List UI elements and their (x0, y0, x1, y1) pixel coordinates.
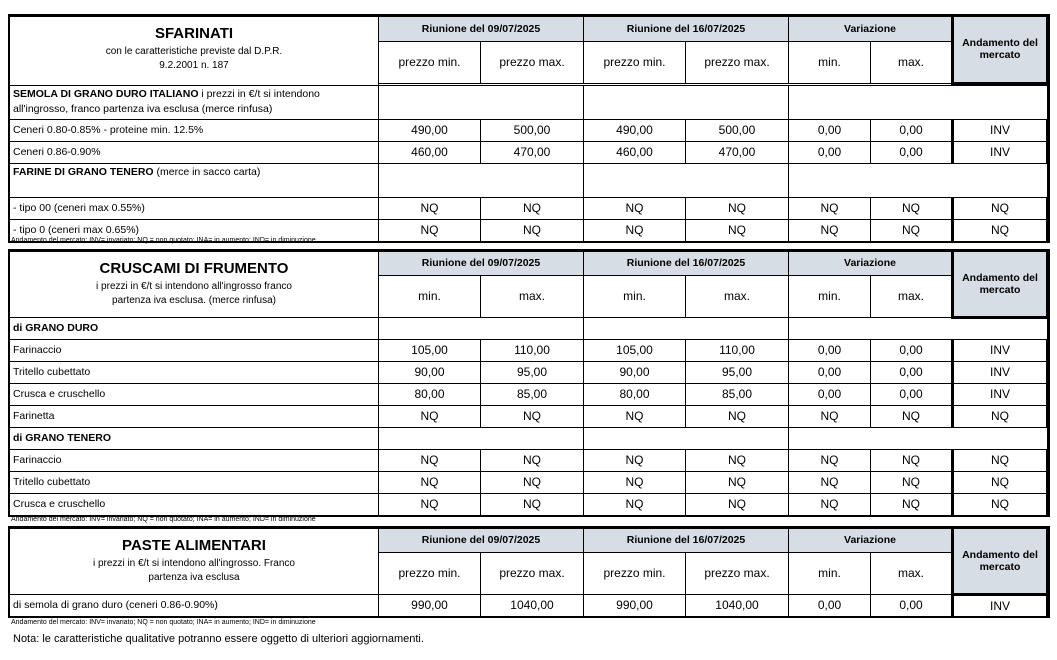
section-semola (10, 85, 379, 119)
val-min-1: 490,00 (379, 119, 481, 141)
cruscami-variazione: Variazione (789, 251, 953, 275)
cruscami-rows-2 (10, 449, 1048, 515)
val-min-2: NQ (584, 197, 686, 219)
andamento-value: INV (953, 361, 1048, 383)
row-label: - tipo 00 (ceneri max 0.55%) (10, 197, 379, 219)
cruscami-rows-1 (10, 339, 1048, 427)
var-min: 0,00 (789, 119, 871, 141)
cruscami-title-cell (10, 251, 379, 317)
var-max: NQ (871, 405, 953, 427)
empty-cell (379, 163, 584, 197)
sfarinati-rows-1 (10, 119, 1048, 163)
legend-note: Andamento del mercato: INV= invariato; NQ = non quotato; INA= in aumento; IND= in diminuzione (11, 237, 316, 244)
andamento-value: NQ (953, 471, 1048, 493)
val-max-1: NQ (481, 493, 584, 515)
cruscami-subtitle-1: i prezzi in €/t si intendono all'ingrosso franco (96, 280, 292, 292)
paste-title-cell (10, 528, 379, 594)
val-max-2: NQ (686, 449, 789, 471)
sfarinati-subtitle-1: con le caratteristiche previste dal D.P.R. (105, 45, 283, 57)
val-min-2: NQ (584, 405, 686, 427)
col-max: max. (686, 275, 789, 317)
val-max-1: 95,00 (481, 361, 584, 383)
col-max: max. (481, 275, 584, 317)
empty-cell (584, 85, 789, 119)
var-max: 0,00 (871, 141, 953, 163)
val-max-1: 110,00 (481, 339, 584, 361)
cruscami-subtitle-2: partenza iva esclusa. (merce rinfusa) (112, 294, 276, 306)
andamento-value: NQ (953, 493, 1048, 515)
col-prezzo-max: prezzo max. (481, 41, 584, 83)
andamento-value: INV (953, 594, 1048, 616)
col-prezzo-max: prezzo max. (686, 552, 789, 594)
empty-cell (584, 163, 789, 197)
sfarinati-variazione: Variazione (789, 16, 953, 41)
var-max: NQ (871, 493, 953, 515)
row-label: Tritello cubettato (10, 471, 379, 493)
row-label: Ceneri 0.86-0.90% (10, 141, 379, 163)
sfarinati-title: SFARINATI (154, 24, 234, 42)
col-max: max. (871, 552, 953, 594)
val-min-2: 105,00 (584, 339, 686, 361)
var-max: NQ (871, 449, 953, 471)
empty-cell (379, 317, 584, 339)
val-min-2: NQ (584, 449, 686, 471)
val-max-1: 85,00 (481, 383, 584, 405)
var-max: 0,00 (871, 119, 953, 141)
row-label: - tipo 0 (ceneri max 0.65%) (10, 219, 379, 241)
val-max-2: 95,00 (686, 361, 789, 383)
val-max-2: 110,00 (686, 339, 789, 361)
val-max-1: NQ (481, 449, 584, 471)
table-row (10, 119, 1048, 141)
col-prezzo-max: prezzo max. (686, 41, 789, 83)
andamento-value: NQ (953, 449, 1048, 471)
var-min: NQ (789, 493, 871, 515)
var-min: 0,00 (789, 339, 871, 361)
paste-meeting-2: Riunione del 16/07/2025 (584, 528, 789, 552)
col-prezzo-min: prezzo min. (379, 552, 481, 594)
var-max: 0,00 (871, 339, 953, 361)
var-min: NQ (789, 405, 871, 427)
val-max-1: NQ (481, 219, 584, 241)
sfarinati-andamento: Andamento del mercato (953, 16, 1048, 83)
var-min: NQ (789, 471, 871, 493)
table-row (10, 493, 1048, 515)
table-row (10, 361, 1048, 383)
section-farine-bold: FARINE DI GRANO TENERO (13, 165, 154, 178)
row-label: Crusca e cruschello (10, 493, 379, 515)
empty-cell (789, 427, 1048, 449)
var-max: NQ (871, 197, 953, 219)
val-min-2: 90,00 (584, 361, 686, 383)
col-min: min. (789, 275, 871, 317)
val-min-2: NQ (584, 471, 686, 493)
cruscami-meeting-1: Riunione del 09/07/2025 (379, 251, 584, 275)
row-label: Crusca e cruschello (10, 383, 379, 405)
val-min-2: NQ (584, 493, 686, 515)
var-max: 0,00 (871, 383, 953, 405)
cruscami-andamento: Andamento del mercato (953, 251, 1048, 317)
paste-title: PASTE ALIMENTARI (122, 536, 266, 554)
val-max-1: NQ (481, 405, 584, 427)
val-min-2: 80,00 (584, 383, 686, 405)
empty-cell (584, 427, 789, 449)
empty-cell (789, 163, 1048, 197)
val-max-2: NQ (686, 493, 789, 515)
andamento-value: INV (953, 383, 1048, 405)
table-row (10, 339, 1048, 361)
row-label: di semola di grano duro (ceneri 0.86-0.90%) (10, 594, 379, 616)
val-max-1: NQ (481, 197, 584, 219)
paste-table (9, 527, 1049, 617)
nota-text: Nota: le caratteristiche qualitative potranno essere oggetto di ulteriori aggiornamenti. (13, 633, 424, 645)
sfarinati-meeting-1: Riunione del 09/07/2025 (379, 16, 584, 41)
empty-cell (789, 317, 1048, 339)
section-farine-rest: (merce in sacco carta) (153, 165, 261, 178)
col-min: min. (584, 275, 686, 317)
val-min-1: NQ (379, 219, 481, 241)
val-max-1: 500,00 (481, 119, 584, 141)
val-min-1: NQ (379, 449, 481, 471)
section-semola-bold: SEMOLA DI GRANO DURO ITALIANO (13, 88, 199, 100)
val-max-1: 470,00 (481, 141, 584, 163)
col-prezzo-min: prezzo min. (584, 41, 686, 83)
sfarinati-rows-2 (10, 197, 1048, 241)
cruscami-meeting-2: Riunione del 16/07/2025 (584, 251, 789, 275)
var-min: 0,00 (789, 594, 871, 616)
paste-meeting-1: Riunione del 09/07/2025 (379, 528, 584, 552)
var-max: 0,00 (871, 594, 953, 616)
var-min: NQ (789, 197, 871, 219)
table-row (10, 594, 1048, 616)
val-min-2: 490,00 (584, 119, 686, 141)
row-label: Farinetta (10, 405, 379, 427)
table-row (10, 141, 1048, 163)
paste-andamento: Andamento del mercato (953, 528, 1048, 594)
sfarinati-meeting-2: Riunione del 16/07/2025 (584, 16, 789, 41)
cruscami-table (9, 250, 1049, 516)
row-label: Ceneri 0.80-0.85% - proteine min. 12.5% (10, 119, 379, 141)
empty-cell (789, 85, 1048, 119)
col-max: max. (871, 275, 953, 317)
val-max-2: 500,00 (686, 119, 789, 141)
var-max: 0,00 (871, 361, 953, 383)
table-row (10, 449, 1048, 471)
val-max-2: NQ (686, 219, 789, 241)
val-max-2: NQ (686, 197, 789, 219)
andamento-value: INV (953, 119, 1048, 141)
col-max: max. (871, 41, 953, 83)
table-row (10, 471, 1048, 493)
val-min-1: 460,00 (379, 141, 481, 163)
paste-subtitle-1: i prezzi in €/t si intendono all'ingrosso. Franco (92, 557, 295, 569)
table-row (10, 383, 1048, 405)
var-max: NQ (871, 219, 953, 241)
val-min-1: NQ (379, 471, 481, 493)
val-min-1: NQ (379, 493, 481, 515)
row-label: Farinaccio (10, 339, 379, 361)
val-min-1: 80,00 (379, 383, 481, 405)
val-max-2: NQ (686, 405, 789, 427)
col-prezzo-max: prezzo max. (481, 552, 584, 594)
section-farine (10, 163, 379, 197)
legend-note: Andamento del mercato: INV= invariato; NQ = non quotato; INA= in aumento; IND= in diminuzione (11, 619, 316, 626)
var-min: 0,00 (789, 361, 871, 383)
sfarinati-subtitle-2: 9.2.2001 n. 187 (159, 59, 229, 71)
col-min: min. (379, 275, 481, 317)
val-min-2: 460,00 (584, 141, 686, 163)
andamento-value: INV (953, 141, 1048, 163)
paste-rows (10, 594, 1048, 616)
sfarinati-title-cell (10, 16, 379, 85)
val-min-1: NQ (379, 197, 481, 219)
andamento-value: NQ (953, 405, 1048, 427)
paste-variazione: Variazione (789, 528, 953, 552)
val-max-2: NQ (686, 471, 789, 493)
cruscami-title: CRUSCAMI DI FRUMENTO (99, 259, 289, 277)
andamento-value: NQ (953, 219, 1048, 241)
table-row (10, 405, 1048, 427)
val-max-1: NQ (481, 471, 584, 493)
val-min-1: 105,00 (379, 339, 481, 361)
val-min-2: NQ (584, 219, 686, 241)
sfarinati-table (9, 15, 1049, 242)
andamento-value: NQ (953, 197, 1048, 219)
legend-note: Andamento del mercato: INV= invariato; NQ = non quotato; INA= in aumento; IND= in diminuzione (11, 516, 316, 523)
row-label: Tritello cubettato (10, 361, 379, 383)
val-max-2: 470,00 (686, 141, 789, 163)
val-min-1: 990,00 (379, 594, 481, 616)
table-row (10, 197, 1048, 219)
col-min: min. (789, 552, 871, 594)
section-grano-tenero: di GRANO TENERO (10, 427, 379, 449)
var-max: NQ (871, 471, 953, 493)
col-min: min. (789, 41, 871, 83)
empty-cell (379, 427, 584, 449)
var-min: 0,00 (789, 383, 871, 405)
empty-cell (584, 317, 789, 339)
col-prezzo-min: prezzo min. (584, 552, 686, 594)
section-grano-duro: di GRANO DURO (10, 317, 379, 339)
col-prezzo-min: prezzo min. (379, 41, 481, 83)
section-semola-rest: i prezzi in €/t si intendono all'ingrosso, franco partenza iva esclusa (merce rinfusa) (13, 88, 320, 115)
var-min: NQ (789, 219, 871, 241)
val-max-1: 1040,00 (481, 594, 584, 616)
paste-subtitle-2: partenza iva esclusa (148, 571, 240, 583)
val-min-1: NQ (379, 405, 481, 427)
val-min-2: 990,00 (584, 594, 686, 616)
var-min: 0,00 (789, 141, 871, 163)
empty-cell (379, 85, 584, 119)
andamento-value: INV (953, 339, 1048, 361)
val-min-1: 90,00 (379, 361, 481, 383)
var-min: NQ (789, 449, 871, 471)
row-label: Farinaccio (10, 449, 379, 471)
val-max-2: 85,00 (686, 383, 789, 405)
val-max-2: 1040,00 (686, 594, 789, 616)
